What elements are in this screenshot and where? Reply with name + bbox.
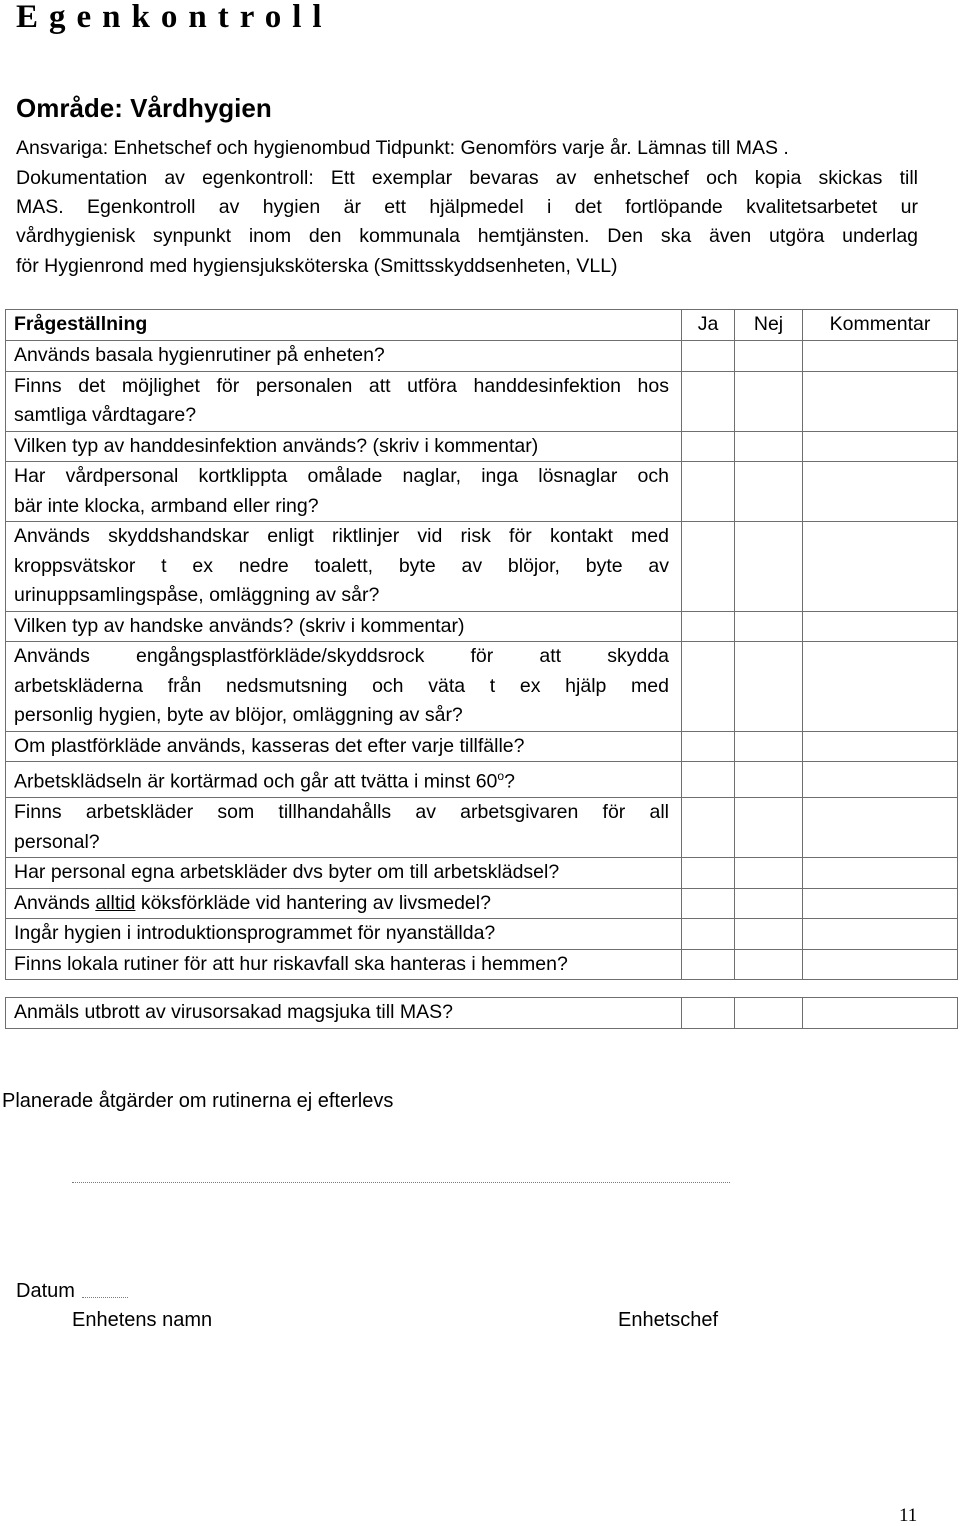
intro-line-4a: vårdhygienisk synpunkt inom den kommunala hemtjänsten.	[16, 225, 590, 247]
answer-no-cell[interactable]	[735, 522, 803, 612]
answer-yes-cell[interactable]	[682, 798, 735, 858]
table-row	[6, 762, 958, 798]
comment-cell[interactable]	[803, 642, 958, 732]
question-line: Finns arbetskläder som tillhandahålls av arbetsgivaren för all	[14, 801, 669, 823]
answer-no-cell[interactable]	[735, 731, 803, 762]
answer-yes-cell[interactable]	[682, 522, 735, 612]
answer-no-cell[interactable]	[735, 888, 803, 919]
question-line: personal?	[14, 830, 100, 853]
comment-cell[interactable]	[803, 858, 958, 889]
question-line: Finns det möjlighet för personalen att utföra handdesinfektion hos	[14, 374, 669, 397]
answer-no-cell[interactable]	[735, 858, 803, 889]
table-row	[6, 431, 958, 462]
answer-yes-cell[interactable]	[682, 858, 735, 889]
comment-cell[interactable]	[803, 998, 958, 1029]
answer-yes-cell[interactable]	[682, 998, 735, 1029]
intro-paragraph-part2	[16, 222, 918, 281]
question-line: Har vårdpersonal kortklippta omålade naglar, inga lösnaglar och	[14, 465, 669, 487]
question-line: kroppsvätskor t ex nedre toalett, byte av blöjor, byte av	[14, 554, 669, 577]
header-no: Nej	[735, 310, 803, 341]
intro-paragraph-part1	[16, 134, 918, 223]
answer-yes-cell[interactable]	[682, 431, 735, 462]
question-line: samtliga vårdtagare?	[14, 404, 197, 426]
document-title: Egenkontroll	[16, 0, 333, 35]
table-row	[6, 998, 958, 1029]
question-line: Om plastförkläde används, kasseras det efter varje tillfälle?	[14, 734, 525, 757]
question-text	[6, 949, 682, 980]
answer-no-cell[interactable]	[735, 798, 803, 858]
question-line: bär inte klocka, armband eller ring?	[14, 494, 319, 517]
answer-no-cell[interactable]	[735, 431, 803, 462]
table-row	[6, 371, 958, 431]
answer-yes-cell[interactable]	[682, 949, 735, 980]
table-row	[6, 611, 958, 642]
comment-cell[interactable]	[803, 462, 958, 522]
extra-question-text: Anmäls utbrott av virusorsakad magsjuka till MAS?	[6, 998, 682, 1029]
question-line: Används alltid köksförkläde vid hantering av livsmedel?	[14, 891, 491, 914]
answer-no-cell[interactable]	[735, 642, 803, 732]
intro-line-2: Dokumentation av egenkontroll: Ett exemplar bevaras av enhetschef och kopia skickas till	[16, 166, 918, 189]
comment-cell[interactable]	[803, 431, 958, 462]
table-row	[6, 731, 958, 762]
table-row	[6, 642, 958, 732]
comment-cell[interactable]	[803, 798, 958, 858]
question-text	[6, 522, 682, 612]
answer-no-cell[interactable]	[735, 762, 803, 798]
answer-yes-cell[interactable]	[682, 731, 735, 762]
question-text	[6, 919, 682, 950]
question-line: Används skyddshandskar enligt riktlinjer vid risk för kontakt med	[14, 525, 669, 547]
planned-actions-label: Planerade åtgärder om rutinerna ej efterlevs	[2, 1090, 394, 1112]
question-line: Ingår hygien i introduktionsprogrammet för nyanställda?	[14, 922, 496, 944]
answer-no-cell[interactable]	[735, 998, 803, 1029]
question-line: Finns lokala rutiner för att hur riskavfall ska hanteras i hemmen?	[14, 952, 568, 975]
comment-cell[interactable]	[803, 611, 958, 642]
unit-head-label: Enhetschef	[618, 1309, 719, 1331]
question-line: urinuppsamlingspåse, omläggning av sår?	[14, 584, 380, 606]
question-text	[6, 431, 682, 462]
question-line: Arbetsklädseln är kortärmad och går att tvätta i minst 60$^o$?	[14, 769, 515, 793]
answer-yes-cell[interactable]	[682, 611, 735, 642]
intro-line-1: Ansvariga: Enhetschef och hygienombud Tidpunkt: Genomförs varje år. Lämnas till MAS .	[16, 137, 789, 159]
question-line: Har personal egna arbetskläder dvs byter om till arbetsklädsel?	[14, 861, 560, 883]
answer-yes-cell[interactable]	[682, 371, 735, 431]
date-label: Datum	[16, 1280, 75, 1302]
answer-no-cell[interactable]	[735, 949, 803, 980]
question-text	[6, 888, 682, 919]
question-line: personlig hygien, byte av blöjor, omläggning av sår?	[14, 704, 463, 726]
question-line: Vilken typ av handdesinfektion används? (skriv i kommentar)	[14, 434, 539, 457]
header-question: Frågeställning	[6, 310, 682, 341]
comment-cell[interactable]	[803, 919, 958, 950]
table-row	[6, 522, 958, 612]
question-text	[6, 858, 682, 889]
answer-no-cell[interactable]	[735, 371, 803, 431]
table-row	[6, 858, 958, 889]
comment-cell[interactable]	[803, 371, 958, 431]
table-row	[6, 462, 958, 522]
intro-line-5: för Hygienrond med hygiensjuksköterska (Smittsskyddsenheten, VLL)	[16, 254, 618, 277]
comment-cell[interactable]	[803, 949, 958, 980]
header-yes: Ja	[682, 310, 735, 341]
question-text	[6, 341, 682, 372]
date-line[interactable]	[82, 1297, 128, 1298]
checklist-table	[5, 309, 958, 980]
answer-yes-cell[interactable]	[682, 888, 735, 919]
comment-cell[interactable]	[803, 341, 958, 372]
question-text	[6, 762, 682, 798]
answer-yes-cell[interactable]	[682, 341, 735, 372]
question-text	[6, 611, 682, 642]
answer-no-cell[interactable]	[735, 462, 803, 522]
answer-yes-cell[interactable]	[682, 462, 735, 522]
comment-cell[interactable]	[803, 731, 958, 762]
table-row	[6, 888, 958, 919]
planned-actions-line[interactable]	[72, 1182, 730, 1183]
question-text	[6, 731, 682, 762]
question-text	[6, 462, 682, 522]
comment-cell[interactable]	[803, 762, 958, 798]
answer-yes-cell[interactable]	[682, 762, 735, 798]
unit-name-label: Enhetens namn	[72, 1309, 213, 1331]
table-header-row	[6, 310, 958, 341]
table-row	[6, 798, 958, 858]
question-line: Vilken typ av handske används? (skriv i kommentar)	[14, 614, 465, 637]
table-row	[6, 341, 958, 372]
question-line: Används basala hygienrutiner på enheten?	[14, 344, 385, 366]
answer-yes-cell[interactable]	[682, 642, 735, 732]
table-row	[6, 919, 958, 950]
question-text	[6, 371, 682, 431]
intro-line-4b: Den ska även utgöra underlag	[607, 225, 919, 247]
intro-line-4	[16, 222, 918, 252]
answer-no-cell[interactable]	[735, 919, 803, 950]
table-row	[6, 949, 958, 980]
comment-cell[interactable]	[803, 522, 958, 612]
answer-no-cell[interactable]	[735, 341, 803, 372]
header-comment: Kommentar	[803, 310, 958, 341]
area-heading: Område: Vårdhygien	[16, 93, 272, 123]
question-line: Används engångsplastförkläde/skyddsrock för att skydda	[14, 645, 669, 667]
question-text	[6, 798, 682, 858]
comment-cell[interactable]	[803, 888, 958, 919]
extra-question-table	[5, 997, 958, 1029]
page-number: 11	[899, 1505, 918, 1526]
intro-line-3: MAS. Egenkontroll av hygien är ett hjälpmedel i det fortlöpande kvalitetsarbetet ur	[16, 196, 918, 218]
question-text	[6, 642, 682, 732]
answer-yes-cell[interactable]	[682, 919, 735, 950]
answer-no-cell[interactable]	[735, 611, 803, 642]
question-line: arbetskläderna från nedsmutsning och väta t ex hjälp med	[14, 674, 669, 697]
